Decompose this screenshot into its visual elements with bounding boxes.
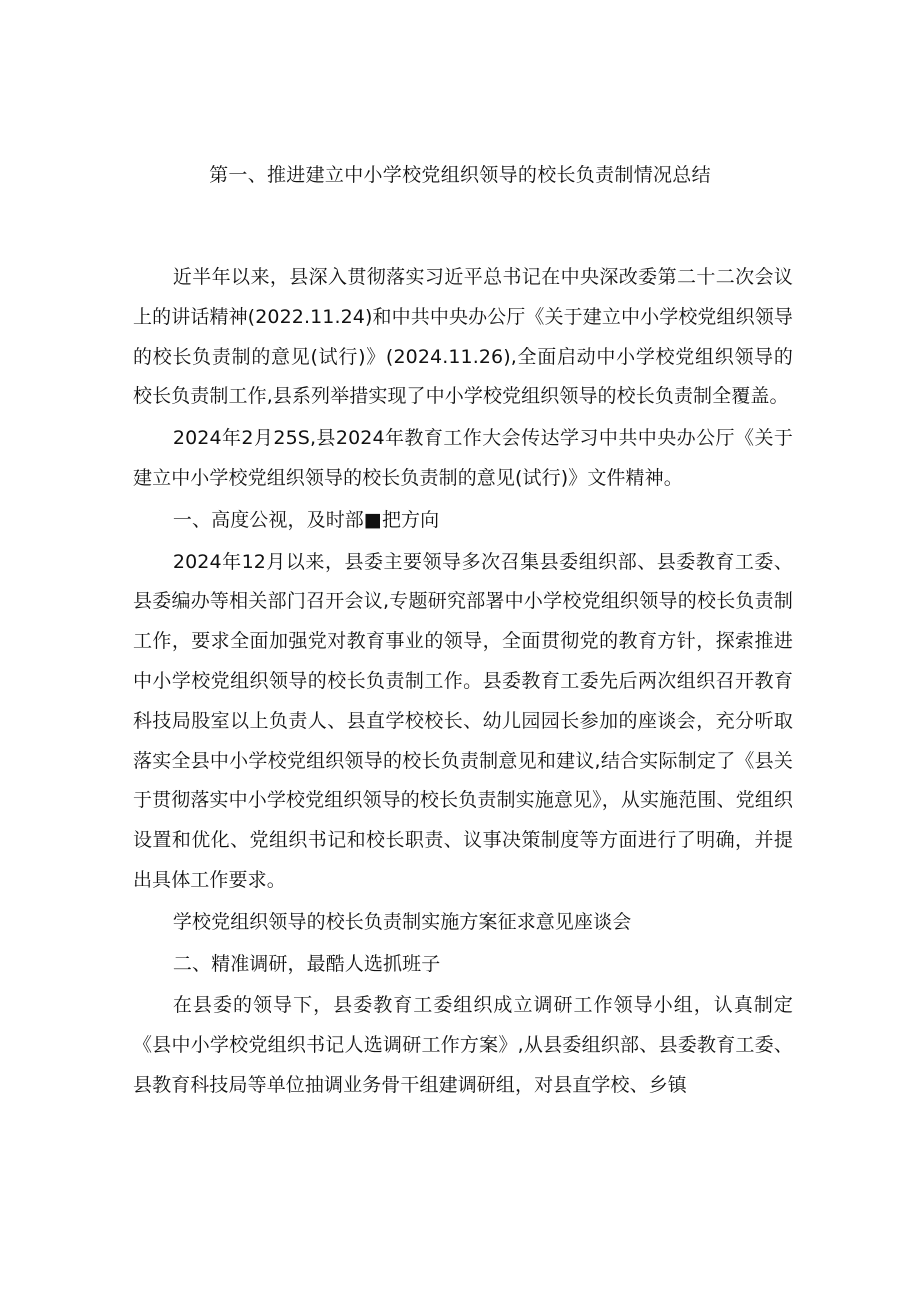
- section-heading-one: 一、高度公视，及时部■把方向: [172, 508, 440, 531]
- section-heading-two: 二、精准调研，最酷人选抓班子: [172, 952, 441, 975]
- paragraph-section-two: 在县委的领导下，县委教育工委组织成立调研工作领导小组，认真制定《县中小学校党组织书记人选调研工作方案》,从县委组织部、县委教育工委、县教育科技局等单位抽调业务骨干组建调研组，对县直学校、乡镇: [133, 994, 793, 1096]
- document-body: [133, 258, 793, 1108]
- document-title: 第一、推进建立中小学校党组织领导的校长负责制情况总结: [209, 164, 711, 186]
- paragraph-meeting: 2024年2月25S,县2024年教育工作大会传达学习中共中央办公厅《关于建立中小学校党组织领导的校长负责制的意见(试行)》文件精神。: [133, 427, 793, 489]
- paragraph-section-one: 2024年12月以来，县委主要领导多次召集县委组织部、县委教育工委、县委编办等相关部门召开会议,专题研究部署中小学校党组织领导的校长负责制工作，要求全面加强党对教育事业的领导，全面贯彻党的教育方针，探索推进中小学校党组织领导的校长负责制工作。县委教育工委先后两次组织召开教育科技局股室以上负责人、县直学校校长、幼儿园园长参加的座谈会，充分听取落实全县中小学校党组织领导的校长负责制意见和建议,结合实际制定了《县关于贯彻落实中小学校党组织领导的校长负责制实施意见》，从实施范围、党组织设置和优化、党组织书记和校长职责、议事决策制度等方面进行了明确，并提出具体工作要求。: [133, 550, 793, 891]
- paragraph-caption: 学校党组织领导的校长负责制实施方案征求意见座谈会: [172, 910, 632, 933]
- paragraph-intro: 近半年以来，县深入贯彻落实习近平总书记在中央深改委第二十二次会议上的讲话精神(2022.11.24)和中共中央办公厅《关于建立中小学校党组织领导的校长负责制的意见(试行)》(2024.11.26),全面启动中小学校党组织领导的校长负责制工作,县系列举措实现了中小学校党组织领导的校长负责制全覆盖。: [133, 266, 793, 408]
